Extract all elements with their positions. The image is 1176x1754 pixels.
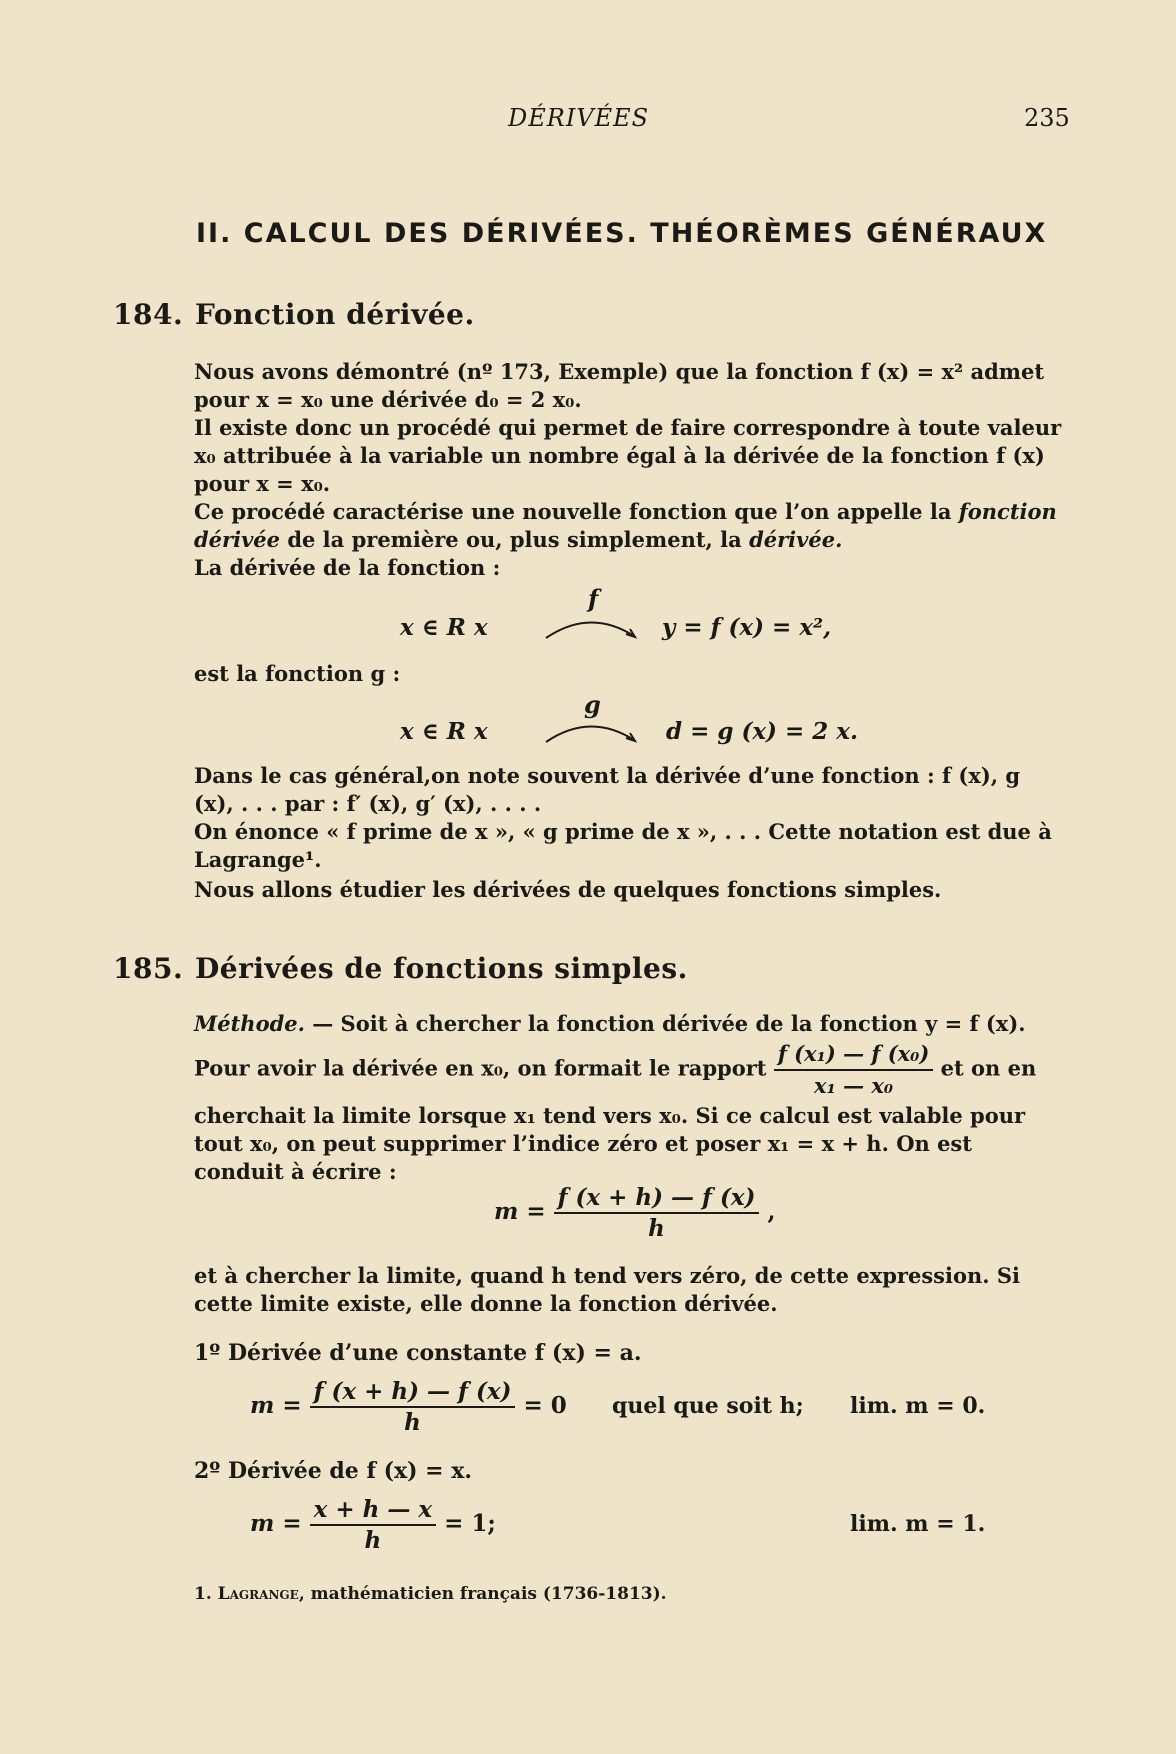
main-equation <box>494 1184 775 1242</box>
item-1-denominator: h <box>404 1409 421 1436</box>
method-text: — Soit à chercher la fonction dérivée de la fonction y = f (x). <box>304 1011 1026 1036</box>
s184-paragraph-8: Nous allons étudier les dérivées de quelques fonctions simples. <box>194 877 942 902</box>
ratio-denominator: x₁ — x₀ <box>814 1073 894 1098</box>
section-185-heading <box>113 952 688 985</box>
mapping-1-domain-text: x ∈ R x <box>400 614 488 641</box>
ratio-numerator: f (x₁) — f (x₀) <box>774 1040 934 1071</box>
item-2-fraction <box>310 1496 436 1554</box>
mapping-1-image <box>662 614 831 641</box>
s185-paragraph-4: et à chercher la limite, quand h tend vers zéro, de cette expression. Si cette limite existe, elle donne la fonction dérivée. <box>194 1263 1020 1316</box>
item-2-title: 2º Dérivée de f (x) = x. <box>194 1458 473 1484</box>
running-title: DÉRIVÉES <box>508 104 650 132</box>
main-equation-tail: , <box>767 1198 776 1225</box>
footnote-text: , mathématicien français (1736-1813). <box>298 1584 667 1604</box>
ratio-fraction <box>774 1040 934 1100</box>
mapping-2-arrow-icon <box>540 716 640 746</box>
chapter-title: II. CALCUL DES DÉRIVÉES. THÉORÈMES GÉNÉRAUX <box>196 218 1048 249</box>
item-1-lhs: m = <box>250 1392 302 1419</box>
main-equation-fraction <box>554 1184 760 1242</box>
section-184-title: Fonction dérivée. <box>195 298 475 331</box>
page-number: 235 <box>1024 104 1070 132</box>
main-equation-lhs: m = <box>494 1198 546 1225</box>
item-2-denominator: h <box>364 1527 382 1554</box>
footnote-mark: 1. <box>194 1584 212 1604</box>
s184-paragraph-5: est la fonction g : <box>194 661 401 686</box>
s184-p3-term-2: dérivée. <box>749 527 843 552</box>
ratio-lead: Pour avoir la dérivée en x₀, on formait le rapport <box>194 1055 774 1081</box>
mapping-1-arrow-icon <box>540 612 640 642</box>
mapping-1-label: f <box>588 584 599 613</box>
item-2-limit: lim. m = 1. <box>850 1511 986 1537</box>
s184-paragraph-3 <box>194 498 1064 554</box>
section-184-number: 184. <box>113 298 184 331</box>
s184-p3-part-a: Ce procédé caractérise une nouvelle fonction que l’on appelle la <box>194 499 959 524</box>
method-label: Méthode. <box>194 1011 305 1036</box>
item-2-lhs: m = <box>250 1510 302 1537</box>
s184-paragraph-2: Il existe donc un procédé qui permet de faire correspondre à toute valeur x₀ attribuée à la variable un nombre égal à la dérivée de la fonction f (x) pour x = x₀. <box>194 415 1062 496</box>
s184-paragraph-6: Dans le cas général,on note souvent la dérivée d’une fonction : f (x), g (x), . . . par : f′ (x), g′ (x), . . . . <box>194 763 1021 816</box>
section-185-number: 185. <box>113 952 184 985</box>
item-1-equation <box>250 1378 567 1436</box>
mapping-2-domain-text: x ∈ R x <box>400 718 488 745</box>
item-1-rhs: = 0 <box>523 1392 567 1419</box>
main-equation-numerator: f (x + h) — f (x) <box>554 1184 760 1214</box>
mapping-1-image-text: y = f (x) = x², <box>662 614 832 641</box>
s184-p3-part-c: de la première ou, plus simplement, la <box>280 527 750 552</box>
item-1-note: quel que soit h; <box>612 1393 804 1419</box>
s184-p3-term: fonction dérivée <box>194 499 1057 552</box>
item-1-numerator: f (x + h) — f (x) <box>310 1378 516 1408</box>
ratio-sentence <box>194 1040 1036 1100</box>
footnote-name: Lagrange <box>217 1584 299 1604</box>
item-1-limit: lim. m = 0. <box>850 1393 986 1419</box>
page-header <box>0 104 1176 144</box>
method-sentence <box>194 1010 1064 1038</box>
mapping-2-image <box>666 718 858 745</box>
footnote <box>194 1584 667 1604</box>
item-2-equation <box>250 1496 496 1554</box>
s184-paragraph-1: Nous avons démontré (nº 173, Exemple) que la fonction f (x) = x² admet pour x = x₀ une dérivée d₀ = 2 x₀. <box>194 359 1045 412</box>
mapping-1-domain <box>400 614 488 641</box>
mapping-2-label: g <box>584 690 601 719</box>
mapping-2-domain <box>400 718 488 745</box>
s184-paragraph-7: On énonce « f prime de x », « g prime de x », . . . Cette notation est due à Lagrange¹. <box>194 819 1052 872</box>
s185-paragraph-3: cherchait la limite lorsque x₁ tend vers x₀. Si ce calcul est valable pour tout x₀, on peut supprimer l’indice zéro et poser x₁ = x + h. On est conduit à écrire : <box>194 1103 1026 1184</box>
main-equation-denominator: h <box>648 1215 665 1242</box>
s184-paragraph-4: La dérivée de la fonction : <box>194 555 501 580</box>
section-185-title: Dérivées de fonctions simples. <box>195 952 688 985</box>
ratio-tail: et on en <box>940 1055 1037 1081</box>
mapping-2-image-text: d = g (x) = 2 x. <box>666 718 858 745</box>
item-1-title: 1º Dérivée d’une constante f (x) = a. <box>194 1340 642 1366</box>
item-2-numerator: x + h — x <box>310 1496 436 1526</box>
item-2-rhs: = 1; <box>444 1510 496 1537</box>
section-184-heading <box>113 298 475 331</box>
item-1-fraction <box>310 1378 516 1436</box>
